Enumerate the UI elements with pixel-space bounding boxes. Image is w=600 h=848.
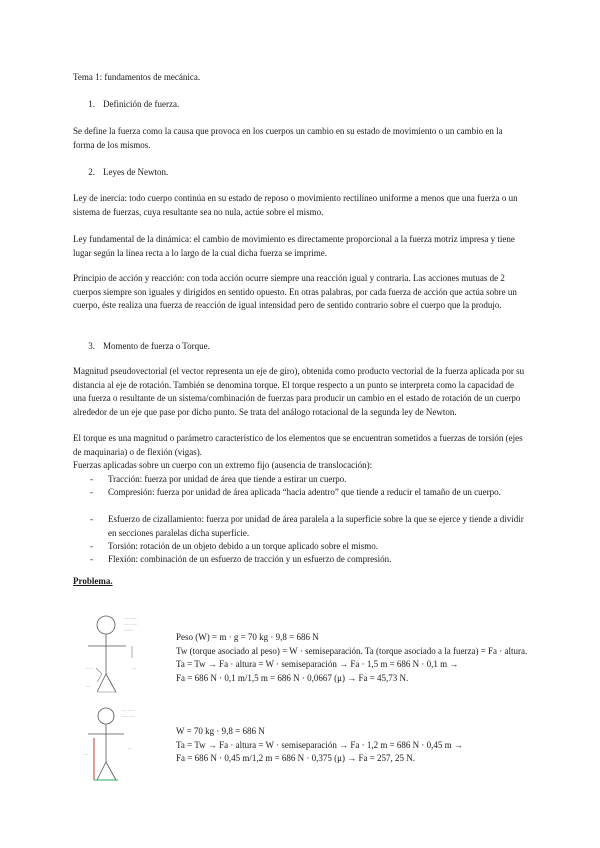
svg-text:~~: ~~ xyxy=(86,684,91,689)
bullet-dash: - xyxy=(90,474,93,484)
calculation-2: W = 70 kg · 9,8 = 686 N Ta = Tw → Fa · altura = W · semiseparación → Fa · 1,2 m = 686 N · 0,45 m → Fa = 686 N · 0,45 m/1,2 m = 686 N · 0,375 (μ) → Fa = 257, 25 N. xyxy=(176,726,463,764)
bullet-cizallamiento: - Esfuerzo de cizallamiento: fuerza por unidad de área paralela a la superficie sobre la que se ejerce y tiende a dividir en secciones paralelas dicha superficie. xyxy=(90,514,524,538)
inertia-law: Ley de inercia: todo cuerpo continúa en su estado de reposo o movimiento rectilíneo uniforme a menos que una fuerza o un sistema de fuerzas, cuya resultante sea no nula, actúe sobre el mismo. xyxy=(73,193,518,217)
bullet-flexion: - Flexión: combinación de un esfuerzo de tracción y un esfuerzo de compresión. xyxy=(90,553,530,567)
svg-text:~~ ~~~: ~~ ~~~ xyxy=(122,708,135,713)
bullet-dash: - xyxy=(90,541,93,551)
definition-paragraph: Se define la fuerza como la causa que provoca en los cuerpos un cambio en su estado de movimiento o un cambio en la forma de los mismos. xyxy=(73,126,503,150)
svg-text:~~: ~~ xyxy=(128,746,133,751)
svg-text:~~: ~~ xyxy=(84,752,89,757)
section-heading-1: 1. Definición de fuerza. xyxy=(88,99,180,109)
bullet-dash: - xyxy=(90,487,93,497)
svg-text:~~~ ~~: ~~~ ~~ xyxy=(124,622,137,627)
section-heading-3: 3. Momento de fuerza o Torque. xyxy=(88,341,210,351)
stick-figure-sketch-2 xyxy=(84,704,170,786)
svg-text:~~~ ~~: ~~~ ~~ xyxy=(122,714,135,719)
bullet-torsion: - Torsión: rotación de un objeto debido a un torque aplicado sobre el mismo. xyxy=(90,540,530,554)
dynamics-law: Ley fundamental de la dinámica: el cambio de movimiento es directamente proporcional a la fuerza motriz impresa y tiene lugar según la línea recta a lo largo de la cual dicha fuerza se imprime. xyxy=(73,234,515,258)
svg-text:~~~~: ~~~~ xyxy=(124,628,134,633)
document-title: Tema 1: fundamentos de mecánica. xyxy=(73,72,201,82)
action-reaction-law: Principio de acción y reacción: con toda acción ocurre siempre una reacción igual y contraria. Las acciones mutuas de 2 cuerpos siempre son iguales y dirigidos en sentido opuesto. En otras palabras, por cada fuerza de acción que actúa sobre un cuerpo, éste realiza una fuerza de reacción de igual intensidad pero de sentido contrario sobre el cuerpo que la produjo. xyxy=(73,273,517,311)
bullet-compresion: - Compresión: fuerza por unidad de área aplicada “hacia adentro” que tiende a reducir el tamaño de un cuerpo. xyxy=(90,486,530,500)
bullet-traccion: - Tracción: fuerza por unidad de área que tiende a estirar un cuerpo. xyxy=(90,473,530,487)
svg-text:~~~: ~~~ xyxy=(86,666,94,671)
bullet-dash: - xyxy=(90,514,93,524)
torque-characteristic: El torque es una magnitud o parámetro característico de los elementos que se encuentran sometidos a fuerzas de torsión (ejes de maquinaria) o de flexión (vigas). xyxy=(73,433,523,457)
torque-definition: Magnitud pseudovectorial (el vector representa un eje de giro), obtenida como producto vectorial de la fuerza aplicada por su distancia al eje de rotación. También se denomina torque. El torque respecto a un punto se interpreta como la capacidad de una fuerza o resultante de un sistema/combinación de fuerzas para producir un cambio en el estado de rotación de un cuerpo alrededor de un eje que pase por dicho punto. Se trata del análogo rotacional de la segunda ley de Newton. xyxy=(73,366,525,417)
forces-intro: Fuerzas aplicadas sobre un cuerpo con un extremo fijo (ausencia de translocación): xyxy=(73,460,373,470)
bullet-dash: - xyxy=(90,554,93,564)
svg-text:~~ ~~~: ~~ ~~~ xyxy=(124,616,137,621)
calculation-1: Peso (W) = m · g = 70 kg · 9,8 = 686 N Tw (torque asociado al peso) = W · semiseparación. Ta (torque asociado a la fuerza) = Fa · altura. Ta = Tw → Fa · altura = W · semiseparación → Fa · 1,5 m = 686 N · 0,1 m → Fa = 686 N · 0,1 m/1,5 m = 686 N · 0,0667 (μ) → Fa = 45,73 N. xyxy=(176,632,528,683)
stick-figure-sketch-1 xyxy=(86,612,170,700)
section-heading-2: 2. Leyes de Newton. xyxy=(88,167,169,177)
svg-text:~~: ~~ xyxy=(132,666,137,671)
problem-heading: Problema. xyxy=(73,576,113,586)
